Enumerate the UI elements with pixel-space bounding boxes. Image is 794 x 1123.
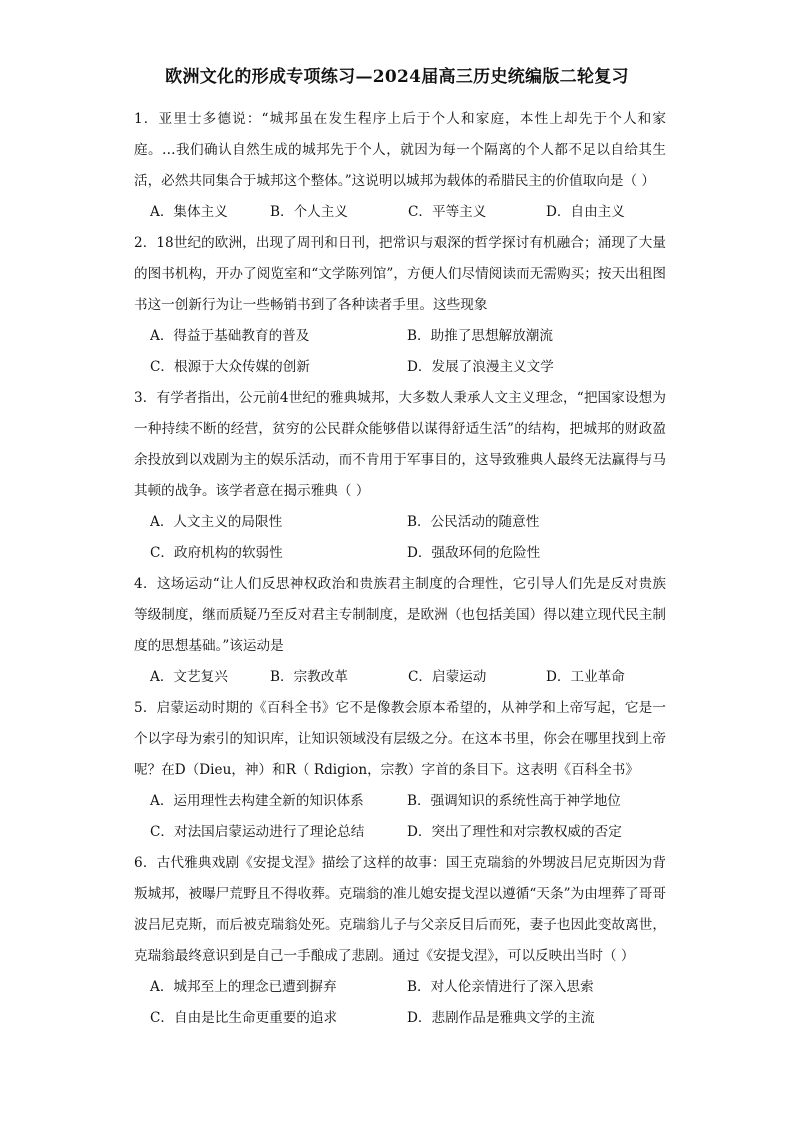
question-4: [134, 569, 666, 693]
option-c: C．启蒙运动: [408, 669, 487, 685]
option-d: D．自由主义: [546, 204, 625, 220]
option-c: C．自由是比生命更重要的追求: [150, 1010, 338, 1026]
document-title: 欧洲文化的形成专项练习—2024届高三历史统编版二轮复习: [165, 67, 629, 87]
options: [134, 197, 666, 228]
question-1: [134, 104, 666, 228]
option-a: A．运用理性去构建全新的知识体系: [150, 793, 364, 809]
option-b: B．宗教改革: [270, 669, 348, 685]
question-5: [134, 693, 666, 848]
question-stem: 3．有学者指出，公元前4世纪的雅典城邦，大多数人秉承人文主义理念，“把国家设想为一种持续不断的经营，贫穷的公民群众能够借以谋得舒适生活”的结构，把城邦的财政盈余投放到以戏剧为主的娱乐活动，而不肯用于军事目的，这导致雅典人最终无法赢得与马其顿的战争。该学者意在揭示雅典（ ）: [134, 390, 666, 499]
option-a: A．得益于基础教育的普及: [150, 328, 310, 344]
question-2: [134, 228, 666, 383]
option-d: D．工业革命: [546, 669, 625, 685]
question-stem: 5．启蒙运动时期的《百科全书》它不是像教会原本希望的，从神学和上帝写起，它是一个以字母为索引的知识库，让知识领域没有层级之分。在这本书里，你会在哪里找到上帝呢？在D（Dieu，神）和R（ Rdigion，宗教）字首的条目下。这表明《百科全书》: [134, 700, 666, 778]
options: [134, 786, 666, 848]
option-b: B．对人伦亲情进行了深入思索: [407, 979, 594, 995]
option-c: C．平等主义: [408, 204, 487, 220]
option-b: B．公民活动的随意性: [407, 514, 540, 530]
question-stem: 6．古代雅典戏剧《安提戈涅》描绘了这样的故事：国王克瑞翁的外甥波吕尼克斯因为背叛城邦，被曝尸荒野且不得收葬。克瑞翁的准儿媳安提戈涅以遵循“天条”为由埋葬了哥哥波吕尼克斯，而后被克瑞翁处死。克瑞翁儿子与父亲反目后而死，妻子也因此变故离世，克瑞翁最终意识到是自己一手酿成了悲剧。通过《安提戈涅》，可以反映出当时（ ）: [134, 855, 666, 964]
option-d: D．突出了理性和对宗教权威的否定: [407, 824, 622, 840]
question-3: [134, 383, 666, 569]
option-c: C．根源于大众传媒的创新: [150, 359, 310, 375]
options: [134, 507, 666, 569]
question-stem: 4．这场运动“让人们反思神权政治和贵族君主制度的合理性，它引导人们先是反对贵族等级制度，继而质疑乃至反对君主专制制度，是欧洲（也包括美国）得以建立现代民主制度的思想基础。”该运动是: [134, 576, 666, 654]
question-stem: 2．18世纪的欧洲，出现了周刊和日刊，把常识与艰深的哲学探讨有机融合；涌现了大量的图书机构，开办了阅览室和“文学陈列馆”，方便人们尽情阅读而无需购买；按天出租图书这一创新行为让一些畅销书到了各种读者手里。这些现象: [134, 235, 666, 313]
option-d: D．强敌环伺的危险性: [407, 545, 541, 561]
option-a: A．集体主义: [150, 204, 228, 220]
option-d: D．悲剧作品是雅典文学的主流: [407, 1010, 595, 1026]
option-b: B．强调知识的系统性高于神学地位: [407, 793, 621, 809]
question-6: [134, 848, 666, 1034]
option-c: C．政府机构的软弱性: [150, 545, 283, 561]
option-a: A．文艺复兴: [150, 669, 228, 685]
options: [134, 662, 666, 693]
option-a: A．人文主义的局限性: [150, 514, 283, 530]
option-b: B．个人主义: [270, 204, 348, 220]
options: [134, 972, 666, 1034]
option-d: D．发展了浪漫主义文学: [407, 359, 554, 375]
options: [134, 321, 666, 383]
option-c: C．对法国启蒙运动进行了理论总结: [150, 824, 365, 840]
question-list: [134, 104, 666, 1034]
option-b: B．助推了思想解放潮流: [407, 328, 553, 344]
question-stem: 1．亚里士多德说：“城邦虽在发生程序上后于个人和家庭，本性上却先于个人和家庭。…我们确认自然生成的城邦先于个人，就因为每一个隔离的个人都不足以自给其生活，必然共同集合于城邦这个整体。”这说明以城邦为载体的希腊民主的价值取向是（ ）: [134, 111, 666, 189]
option-a: A．城邦至上的理念已遭到摒弃: [150, 979, 337, 995]
